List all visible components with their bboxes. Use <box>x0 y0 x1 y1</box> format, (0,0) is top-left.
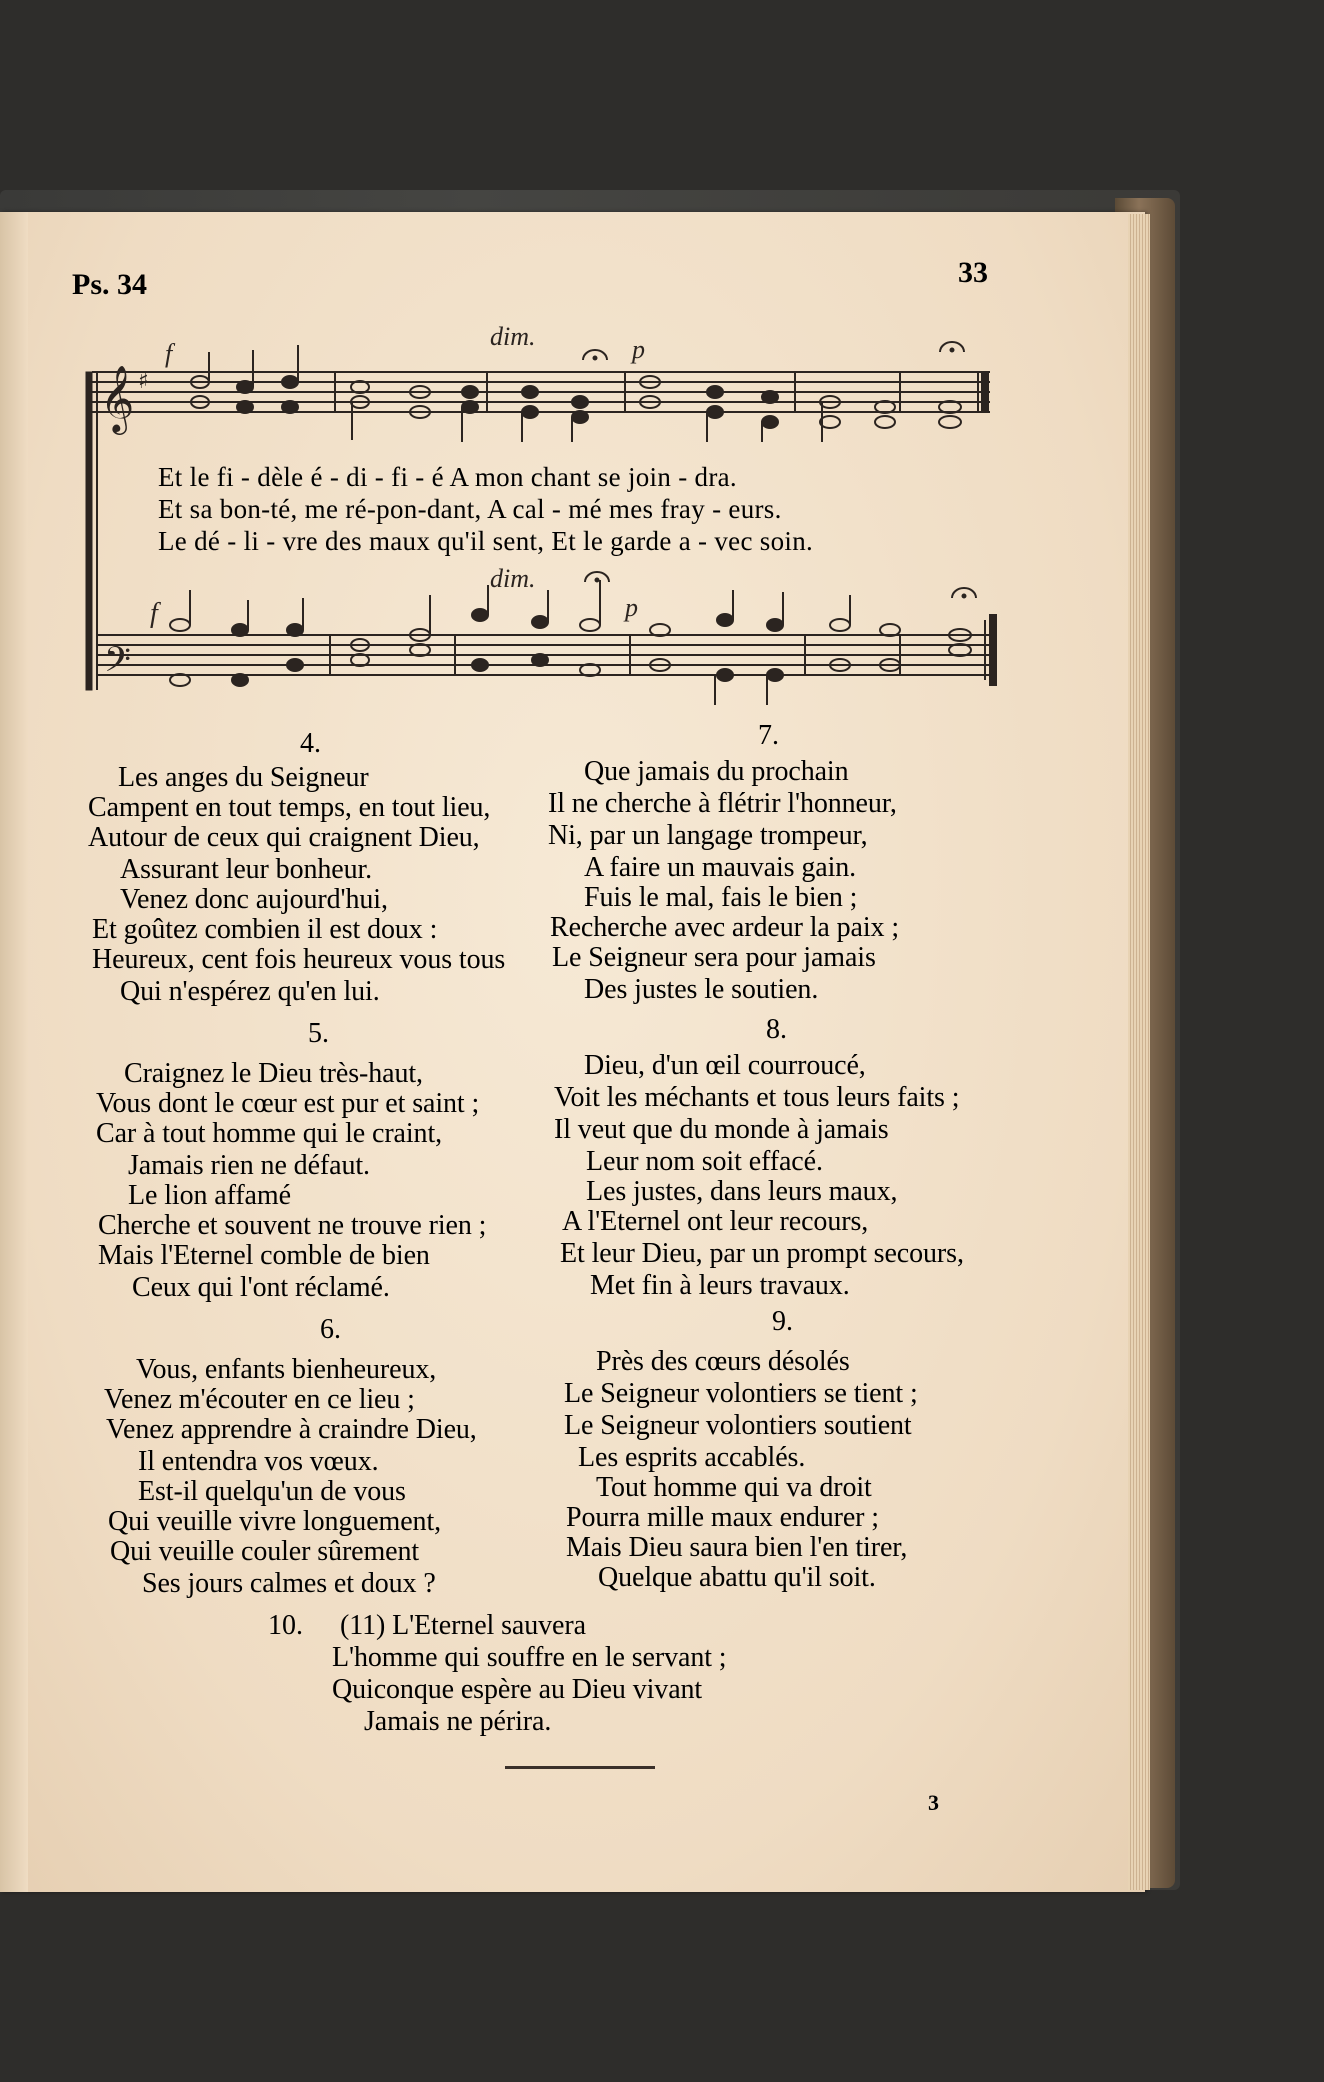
dynamic-dim: dim. <box>490 564 536 593</box>
end-rule <box>505 1766 655 1769</box>
verse-line: Qui n'espérez qu'en lui. <box>120 976 380 1007</box>
verse-line: Assurant leur bonheur. <box>120 854 373 885</box>
verse-line: A faire un mauvais gain. <box>584 852 857 883</box>
lower-notes <box>170 580 971 705</box>
verse-line: Jamais ne périra. <box>364 1706 552 1737</box>
verse-line: Mais l'Eternel comble de bien <box>98 1240 430 1271</box>
verse-line: Vous dont le cœur est pur et saint ; <box>96 1088 480 1119</box>
dynamic-forte: f <box>150 598 158 629</box>
verse-line: Craignez le Dieu très-haut, <box>124 1058 423 1089</box>
verse-line: Venez donc aujourd'hui, <box>120 884 388 915</box>
dynamic-piano: p <box>632 335 645 364</box>
verse-line: Qui veuille vivre longuement, <box>108 1506 442 1537</box>
upper-staff <box>92 372 990 412</box>
verse-line: Quiconque espère au Dieu vivant <box>332 1674 703 1705</box>
verse-line: Met fin à leurs travaux. <box>590 1270 850 1301</box>
verse-line: Des justes le soutien. <box>584 974 819 1005</box>
verse-line: Quelque abattu qu'il soit. <box>598 1562 876 1593</box>
verse-line: Et goûtez combien il est doux : <box>92 914 438 945</box>
psalm-heading: Ps. 34 <box>72 268 147 301</box>
verse-line: Vous, enfants bienheureux, <box>136 1354 437 1385</box>
upper-notes <box>191 345 961 442</box>
verse-number: 8. <box>766 1014 787 1045</box>
verse-line: Il ne cherche à flétrir l'honneur, <box>548 788 897 819</box>
svg-text:♯: ♯ <box>138 369 149 394</box>
verse-number: 5. <box>308 1018 329 1049</box>
verse-line: Il entendra vos vœux. <box>138 1446 379 1477</box>
verse-line: Dieu, d'un œil courroucé, <box>584 1050 866 1081</box>
verse-line: Mais Dieu saura bien l'en tirer, <box>566 1532 908 1563</box>
verse-line: Ses jours calmes et doux ? <box>142 1568 436 1599</box>
verse-line: Le lion affamé <box>128 1180 291 1211</box>
verse-line: Heureux, cent fois heureux vous tous <box>92 944 506 975</box>
system-brace <box>86 372 92 690</box>
dynamic-forte: f <box>165 339 173 368</box>
verse-line: Ni, par un langage trompeur, <box>548 820 868 851</box>
lyric-line: Le dé - li - vre des maux qu'il sent, Et le garde a - vec soin. <box>158 526 814 556</box>
verse-line: Tout homme qui va droit <box>596 1472 872 1503</box>
verse-number: 9. <box>772 1306 793 1337</box>
verse-line: Ceux qui l'ont réclamé. <box>132 1272 390 1303</box>
verse-line: Campent en tout temps, en tout lieu, <box>88 792 491 823</box>
verse-line: Que jamais du prochain <box>584 756 849 787</box>
verse-line: Près des cœurs désolés <box>596 1346 850 1377</box>
verse-line: Cherche et souvent ne trouve rien ; <box>98 1210 487 1241</box>
treble-clef-icon: 𝄞 <box>100 364 135 432</box>
verse-line: (11) L'Eternel sauvera <box>340 1610 586 1641</box>
verse-line: Voit les méchants et tous leurs faits ; <box>554 1082 960 1113</box>
verse-line: Le Seigneur volontiers se tient ; <box>564 1378 918 1409</box>
verse-number: 4. <box>300 728 321 759</box>
verse-line: Est-il quelqu'un de vous <box>138 1476 406 1507</box>
verse-line: Qui veuille couler sûrement <box>110 1536 420 1567</box>
verse-line: Car à tout homme qui le craint, <box>96 1118 443 1149</box>
dynamic-dim: dim. <box>490 322 536 351</box>
verse-line: Jamais rien ne défaut. <box>128 1150 370 1181</box>
verse-line: Venez m'écouter en ce lieu ; <box>104 1384 415 1415</box>
verse-line: Venez apprendre à craindre Dieu, <box>106 1414 477 1445</box>
music-score <box>0 0 1324 720</box>
verse-number: 7. <box>758 720 779 751</box>
signature-mark: 3 <box>928 1790 939 1815</box>
verse-line: Autour de ceux qui craignent Dieu, <box>88 822 480 853</box>
verse-line: Leur nom soit effacé. <box>586 1146 823 1177</box>
verse-line: Les justes, dans leurs maux, <box>586 1176 898 1207</box>
verse-line: L'homme qui souffre en le servant ; <box>332 1642 727 1673</box>
lyric-line: Et le fi - dèle é - di - fi - é A mon chant se join - dra. <box>158 462 737 492</box>
verse-line: Recherche avec ardeur la paix ; <box>550 912 900 943</box>
verse-line: Les anges du Seigneur <box>118 762 369 793</box>
verse-number: 6. <box>320 1314 341 1345</box>
verse-line: A l'Eternel ont leur recours, <box>562 1206 869 1237</box>
verse-line: Le Seigneur volontiers soutient <box>564 1410 912 1441</box>
dynamic-piano: p <box>625 593 638 622</box>
verse-line: Le Seigneur sera pour jamais <box>552 942 876 973</box>
lyric-line: Et sa bon-té, me ré-pon-dant, A cal - mé mes fray - eurs. <box>158 494 782 524</box>
verse-number: 10. <box>268 1610 303 1641</box>
verse-line: Fuis le mal, fais le bien ; <box>584 882 858 913</box>
page-number: 33 <box>958 256 988 289</box>
verse-line: Il veut que du monde à jamais <box>554 1114 889 1145</box>
bass-clef-icon: 𝄢 <box>104 639 132 688</box>
verse-line: Pourra mille maux endurer ; <box>566 1502 879 1533</box>
verse-line: Les esprits accablés. <box>578 1442 806 1473</box>
verse-line: Et leur Dieu, par un prompt secours, <box>560 1238 964 1269</box>
